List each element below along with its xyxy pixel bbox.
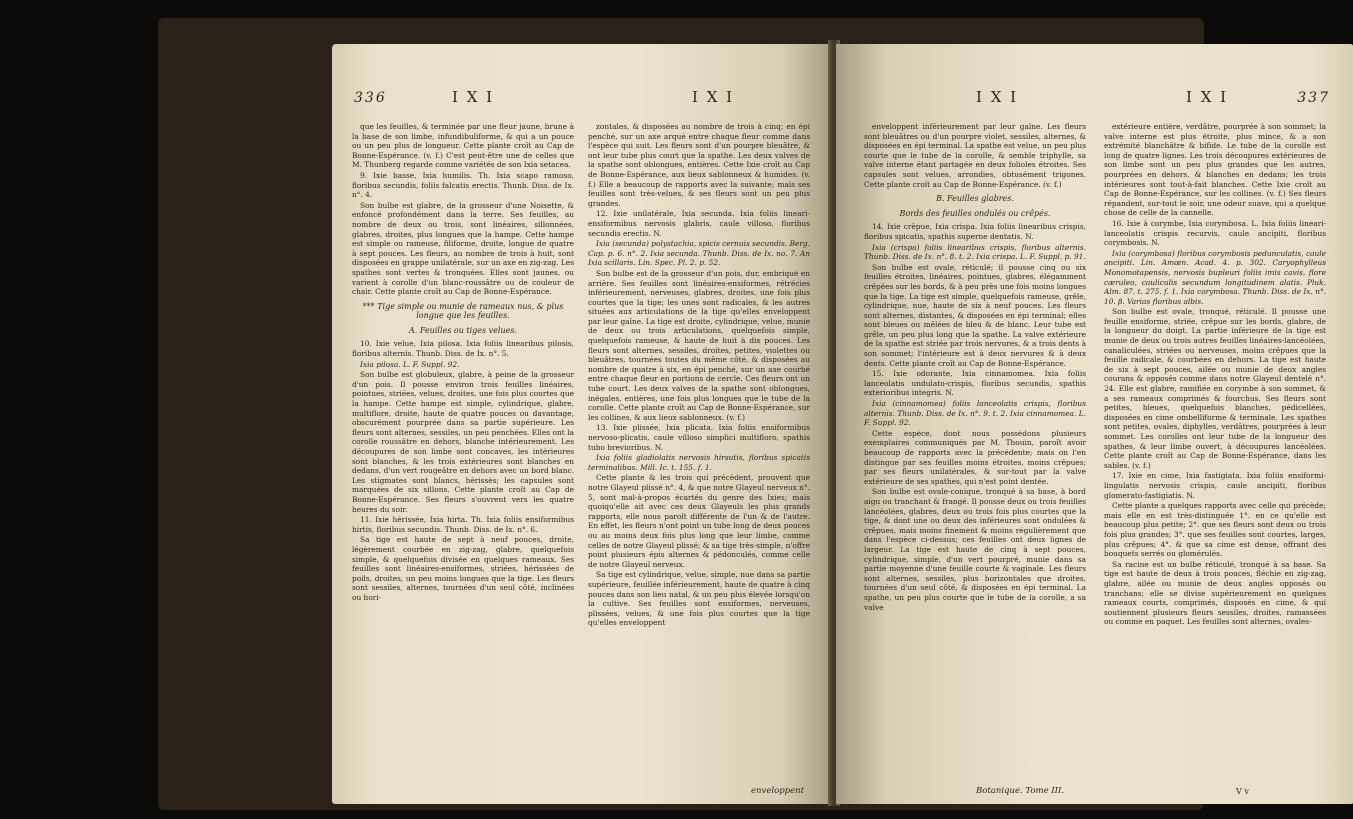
paragraph: Son bulbe est de la grosseur d'un pois, dur, embriqué en arrière. Ses feuilles sont linéaires-ensiformes, rétrécies inférieurement, nerveuses, glabres, droites, une fois plus courtes que la tige; les unes sont radicales, & les autres situées aux articulations de la tige qu'elles enveloppent par leur gaîne. La tige est droite, cylindrique, velue, munie de deux ou trois articulations, quelquefois simple, quelquefois rameuse, & haute de huit à dix pouces. Les fleurs sont alternes, sessiles, droites, petites, violettes ou bleuâtres, tournées toutes du même côté, & disposées au nombre de quatre à six, en épi penché, sur un axe courbé entre chaque fleur en portions de cercle. Ces fleurs ont un tube court. Les deux valves de la spathe sont oblongues, inégales, entières, une fois plus longues que le tube de la corolle. Cette plante croît au Cap de Bonne-Espérance, sur les collines, & aux lieux sablonneux. (v. f.) (588, 268, 810, 422)
left-catchword: enveloppent (751, 786, 804, 796)
paragraph: Ixia (corymbosa) floribus corymbosis pedunculatis, caule ancipiti. Lin. Amœn. Acad. 4. p. 302. Caryophylleus Monomotapensis, nervosis bupleuri foliis imis cavis, flore cæruleo, cauliculis secundum longitudinem alatis. Pluk. Alm. 87. t. 275. f. 1. Ixia corymbosa. Thunb. Diss. de Ix. n°. 10. β. Varias floribus albis. (1104, 248, 1326, 306)
paragraph: 16. Ixie à corymbe, Ixia corymbosa. L. Ixia foliis lineari-lanceolatis crispis recurvis, caule ancipiti, floribus corymbosis. N. (1104, 218, 1326, 248)
left-running-head-1: I X I (452, 88, 495, 106)
left-page (332, 44, 832, 804)
right-page (836, 44, 1353, 804)
paragraph: Ixia pilosa. L. F. Suppl. 92. (360, 359, 460, 369)
paragraph: Son bulbe est ovale, tronqué, réticulé. Il pousse une feuille ensiforme, striée, crêpue sur les bords, glabre, de la longueur du doigt. La partie inférieure de la tige est munie de deux ou trois autres feuilles linéaires-lancéolées, canaliculées, striées ou nerveuses, moins crêpues que la feuille radicale, & courbées en dehors. La tige est haute de six à sept pouces, ailée ou munie de deux angles courans & opposés comme dans notre Glayeul dentelé n°. 24. Elle est glabre, ramifiée en corymbe à son sommet, & a ses rameaux comprimés & fourchus. Ses fleurs sont petites, bleues, quelquefois blanches, pédicellées, disposées en cime ombelliforme & terminale. Les spathes sont petites, ovales, diphylles, verdâtres, pourprées à leur sommet. Les corolles ont leur tube de la longueur des spathes, & leur limbe ouvert, à découpures lancéolées. Cette plante croît au Cap de Bonne-Espérance, dans les sables. (v. f.) (1104, 307, 1326, 470)
paragraph: 13. Ixie plissée, Ixia plicata. Ixia foliis ensiformibus nervoso-plicatis, caule villoso simplici multifloro, spathis tubo brevioribus. N. (588, 423, 810, 452)
paragraph: Son bulbe est glabre, de la grosseur d'une Noisette, & enfoncé profondément dans la terre. Ses feuilles, au nombre de deux ou trois, sont linéaires, sillonnées, glabres, droites, plus longues que la hampe. Cette hampe est simple ou rameuse, filiforme, droite, longue de quatre à sept pouces. Les fleurs, au nombre de trois à huit, sont disposées en grappe unilatérale, sur un axe en zig-zag. Les spathes sont vertes & tronquées. Elles sont jaunes, ou varient à corolle d'un blanc-roussâtre ou de couleur de chair. Cette plante croît au Cap de Bonne-Espérance. (352, 200, 574, 297)
paragraph: que les feuilles, & terminée par une fleur jaune, brune à la base de son limbe, infundibuliforme, & qui a un pouce ou un peu plus de longueur. Cette plante croît au Cap de Bonne-Espérance. (v. f.) C'est peut-être une de celles que M. Thunberg regarde comme variétés de son Ixia setacea. (352, 122, 574, 170)
paragraph: zontales, & disposées au nombre de trois à cinq; en épi penché, sur un axe arqué entre chaque fleur comme dans l'espèce qui suit. Les fleurs sont d'un pourpre bleuâtre, & ont leur tube plus court que la spathe. Les deux valves de la spathe sont oblongues, entières. Cette Ixie croît au Cap de Bonne-Espérance, aux lieux sablonneux & humides. (v. f.) Elle a beaucoup de rapports avec la suivante; mais ses feuilles sont très-velues, & ses fleurs sont un peu plus grandes. (588, 122, 810, 208)
paragraph: Cette espèce, dont nous possédons plusieurs exemplaires communiqués par M. Thouin, paroît avoir beaucoup de rapports avec la précédente; mais on l'en distingue par ses feuilles moins étroites, moins crêpues; par ses fleurs unilatérales, & sur-tout par la valve extérieure de ses spathes, qui n'est point dentée. (864, 428, 1086, 486)
right-page-header (836, 88, 1353, 110)
section-heading: A. Feuilles ou tiges velues. (408, 325, 518, 335)
paragraph: 10. Ixie velue, Ixia pilosa. Ixia foliis linearibus pilosis, floribus alternis. Thunb. Diss. de Ix. n°. 5. (352, 339, 574, 359)
left-running-head-2: I X I (692, 88, 735, 106)
right-column-2 (1104, 122, 1326, 628)
paragraph: enveloppent inférieurement par leur gaîne. Les fleurs sont bleuâtres ou d'un pourpre violet, sessiles, alternes, & disposées en épi terminal. La spathe est velue, un peu plus courte que le tube de la corolle, & semble triphylle, sa valve interne étant partagée en deux folioles étroites. Ses capsules sont velues, arrondies, obtusément trigones. Cette plante croît au Cap de Bonne-Espérance. (v. f.) (864, 122, 1086, 189)
section-heading: Bords des feuilles ondulés ou crêpés. (899, 208, 1051, 218)
paragraph: Cette plante a quelques rapports avec celle qui précède; mais elle en est très-distinguée 1°. en ce qu'elle est beaucoup plus petite; 2°. que ses fleurs sont deux ou trois fois plus grandes; 3°. que ses feuilles sont courtes, larges, plus crêpues; 4°. & que sa cime est dense, offrant des bouquets serrés ou glomérulés. (1104, 501, 1326, 559)
paragraph: Sa racine est un bulbe réticulé, tronqué à sa base. Sa tige est haute de deux à trois pouces, fléchie en zig-zag, glabre, ailée ou munie de deux angles opposés ou tranchans; elle se divise supérieurement en quelques rameaux courts, comprimés, disposés en cime, & qui soutiennent plusieurs fleurs sessiles, droites, ramassées ou comme en paquet. Les feuilles sont alternes, ovales- (1104, 559, 1326, 627)
paragraph: 17. Ixie en cime, Ixia fastigiata. Ixia foliis ensiformi-lingulatis nervosis crispis, caule ancipiti, floribus glomerato-fastigiatis. N. (1104, 471, 1326, 500)
paragraph: Ixia (secunda) polystachia, spicis cernuis secundis. Berg. Cap. p. 6. n°. 2. Ixia secunda. Thunb. Diss. de Ix. no. 7. An Ixia scillaris. Lin. Spec. Pl. 2. p. 52. (588, 239, 810, 268)
right-footer: Botanique. Tome III. (976, 786, 1065, 796)
paragraph: Sa tige est haute de sept à neuf pouces, droite, légèrement courbée en zig-zag, glabre, quelquefois simple, & quelquefois divisée en quelques rameaux. Ses feuilles sont linéaires-ensiformes, striées, hérissées de poils, droites, un peu moins longues que la tige. Les fleurs sont sessiles, alternes, tournées d'un seul côté, inclinées ou hori- (352, 535, 574, 602)
paragraph: extérieure entière, verdâtre, pourprée à son sommet; la valve interne est plus étroite, plus mince, & a son extrémité blanchâtre & bifide. Le tube de la corolle est long de quatre lignes. Les trois découpures extérieures de son limbe sont un peu plus grandes que les autres, pourprées en dehors, & blanches en dedans; les trois intérieures sont tout-à-fait blanches. Cette Ixie croît au Cap de Bonne-Espérance, sur les collines. (v. f.) Ses fleurs répandent, sur-tout le soir, une odeur suave, qui a quelque chose de celle de la cannelle. (1104, 122, 1326, 218)
right-column-1 (864, 122, 1086, 613)
paragraph: Son bulbe est globuleux, glabre, à peine de la grosseur d'un pois. Il pousse environ trois feuilles linéaires, pointues, striées, velues, droites, une fois plus courtes que la hampe. Cette hampe est simple, cylindrique, glabre, multiflore, droite, haute de quatre pouces ou davantage, obscurément pourprée dans sa partie supérieure. Les fleurs sont alternes, sessiles, un peu penchées. Elles ont la corolle roussâtre en dehors, blanche intérieurement. Les découpures de son limbe sont concaves, les intérieures sont blanches, & les trois extérieures sont blanches en dedans, d'un vert rougeâtre en dehors avec un bord blanc. Les stigmates sont blancs, hérissés; les capsules sont marquées de six sillons. Cette plante croît au Cap de Bonne-Espérance. Ses fleurs s'ouvrent vers les quatre heures du soir. (352, 370, 574, 514)
left-page-number: 336 (354, 90, 387, 106)
paragraph: 15. Ixie odorante, Ixia cinnamomea. Ixia foliis lanceolatis undulato-crispis, floribus secundis, spathis exterioribus integris. N. (864, 369, 1086, 398)
left-column-2 (588, 122, 810, 629)
section-heading: B. Feuilles glabres. (936, 194, 1014, 204)
book-spread (158, 18, 1330, 810)
paragraph: Ixia (cinnamomea) foliis lanceolatis crispis, floribus alternis. Thunb. Diss. de Ix. n°. 9. t. 2. Ixia cinnamomea. L. F. Suppl. 92. (864, 399, 1086, 428)
left-column-1 (352, 122, 574, 604)
paragraph: 9. Ixie basse, Ixia humilis. Th. Ixia scapo ramoso, floribus secundis, foliis falcatis erectis. Thunb. Diss. de Ix. n°. 4. (352, 170, 574, 200)
right-page-number: 337 (1297, 90, 1330, 106)
paragraph: Son bulbe est ovale, réticulé; il pousse cinq ou six feuilles étroites, linéaires, pointues, glabres, élégamment crêpées sur les bords, & à peu près une fois moins longues que la tige. La tige est simple, quelquefois rameuse, grêle, cylindrique, nue, haute de six à neuf pouces. Les fleurs sont alternes, distantes, & disposées en épi terminal; elles sont bleues ou mêlées de bleu & de blanc. Leur tube est grêle, un peu plus long que la spathe. La valve extérieure de la spathe est striée par trois nervures, & a trois dents à son sommet; l'intérieure est à deux nervures & à deux dents. Cette plante croît au Cap de Bonne-Espérance. (864, 262, 1086, 368)
left-page-header (332, 88, 832, 110)
paragraph: 11. Ixie hérissée, Ixia hirta. Th. Ixia foliis ensiformibus hirtis, floribus secundis. Thunb. Diss. de Ix. n°. 6. (352, 515, 574, 534)
paragraph: Cette plante & les trois qui précèdent, prouvent que notre Glayeul plissé n°. 4, & que notre Glayeul nerveux n°. 5, sont mal-à-propos écartés du genre des Ixies; mais quoiqu'elle ait avec ces deux Glayeuls les plus grands rapports, elle nous paroît différente de l'un & de l'autre. En effet, les fleurs n'ont point un tube long de deux pouces ou au moins deux fois plus long que leur limbe, comme celles de notre Glayeul plissé; & sa tige très-simple, n'offre point plusieurs épis alternes & pédonculés, comme celle de notre Glayeul nerveux. (588, 473, 810, 569)
paragraph: 14. Ixie crêpue, Ixia crispa. Ixia foliis linearibus crispis, floribus spicatis, spathis superne dentatis. N. (864, 222, 1086, 241)
printer-signature: V v (1236, 787, 1249, 796)
paragraph: Ixia (crispa) foliis linearibus crispis, floribus alternis. Thunb. Diss. de Ix. n°. 8. t. 2. Ixia crispa. L. F. Suppl. p. 91. (864, 242, 1086, 262)
paragraph: Ixia foliis gladiolatis nervosis hirsutis, floribus spicatis terminalibus. Mill. Ic. t. 155. f. 1. (588, 453, 810, 472)
right-running-head-2: I X I (1186, 88, 1229, 106)
right-running-head-1: I X I (976, 88, 1019, 106)
paragraph: 12. Ixie unilatérale, Ixia secunda. Ixia foliis lineari-ensiformibus nervosis glabris, caule villoso, floribus secundis erectis. N. (588, 209, 810, 238)
section-heading: *** Tige simple ou munie de rameaux nus, & plus longue que les feuilles. (362, 301, 564, 321)
paragraph: Sa tige est cylindrique, velue, simple, nue dans sa partie supérieure, feuillée inférieurement, haute de quatre à cinq pouces dans son lieu natal, & un peu plus élevée lorsqu'on la cultive. Ses feuilles sont ensiformes, nerveuses, plissées, velues, & une fois plus courtes que la tige qu'elles enveloppent (588, 570, 810, 628)
paragraph: Son bulbe est ovale-conique, tronqué à sa base, à bord aigu ou tranchant & frangé. Il pousse deux ou trois feuilles lancéolées, glabres, deux ou trois fois plus courtes que la tige, & dont une ou deux des inférieures sont ondulées & crêpues, mais moins finement & moins régulièrement que dans l'espèce ci-dessus; ces feuilles ont deux lignes de largeur. La tige est haute de cinq à sept pouces, cylindrique, simple, d'un vert pourpré, munie dans sa partie moyenne d'une feuille courte & vaginale. Les fleurs sont alternes, sessiles, plus horizontales que droites, tournées d'un seul côté, & disposées en épi terminal. La spathe, un peu plus courte que le tube de la corolle, a sa valve (864, 487, 1086, 612)
